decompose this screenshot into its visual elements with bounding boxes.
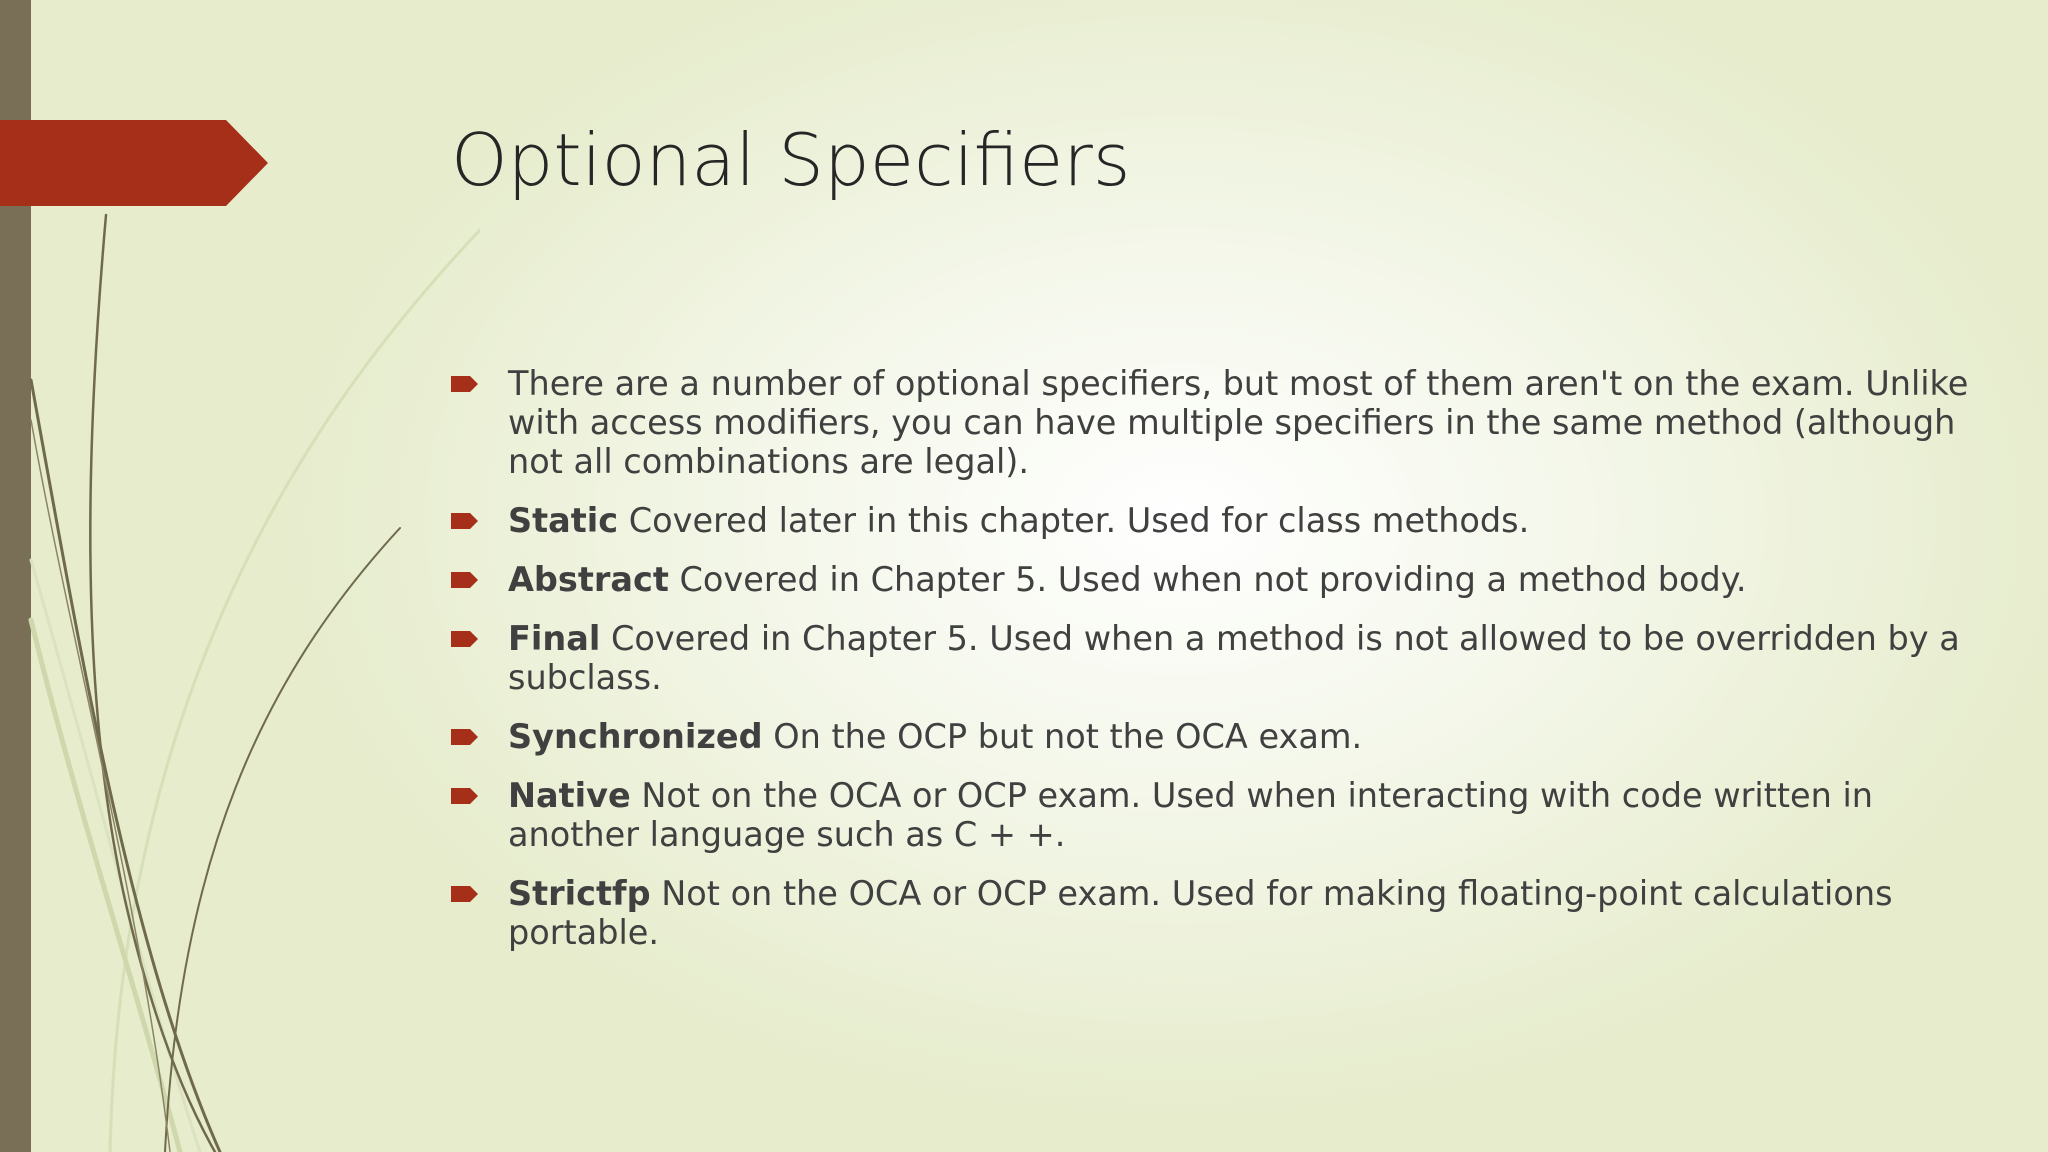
curve-light-1 — [110, 230, 480, 1152]
arrow-bullet-icon — [451, 572, 479, 588]
bullet-item — [451, 560, 2011, 599]
bullet-list — [451, 364, 2011, 972]
arrow-bullet-icon — [451, 729, 479, 745]
arrow-bullet-icon — [451, 886, 479, 902]
bullet-item — [451, 776, 2011, 854]
bullet-term: Synchronized — [508, 717, 763, 756]
curve-light-2 — [31, 620, 180, 1152]
arrow-bullet-icon — [451, 376, 479, 392]
bullet-text: On the OCP but not the OCA exam. — [762, 717, 1363, 756]
bullet-item — [451, 364, 2011, 481]
arrow-bullet-icon — [451, 788, 479, 804]
curve-dark-1 — [31, 380, 220, 1152]
bullet-text: Not on the OCA or OCP exam. Used when interacting with code written in another language such as C + +. — [508, 776, 1874, 854]
bullet-item — [451, 501, 2011, 540]
bullet-term: Strictfp — [508, 874, 651, 913]
bullet-text: Not on the OCA or OCP exam. Used for making floating-point calculations portable. — [508, 874, 1893, 952]
title-accent-tab — [0, 120, 270, 206]
bullet-text: There are a number of optional specifiers, but most of them aren't on the exam. Unlike with access modifiers, you can have multiple specifiers in the same method (although not all combinations are legal). — [508, 364, 1969, 481]
curve-dark-3 — [165, 528, 400, 1152]
bullet-item — [451, 619, 2011, 697]
slide-title: Optional Specifiers — [451, 118, 1131, 202]
arrow-bullet-icon — [451, 513, 479, 529]
bullet-term: Static — [508, 501, 619, 540]
bullet-term: Final — [508, 619, 601, 658]
bullet-item — [451, 717, 2011, 756]
curve-dark-2 — [90, 215, 215, 1152]
arrow-bullet-icon — [451, 631, 479, 647]
bullet-text: Covered in Chapter 5. Used when a method is not allowed to be overridden by a subclass. — [508, 619, 1960, 697]
bullet-text: Covered in Chapter 5. Used when not providing a method body. — [668, 560, 1747, 599]
bullet-item — [451, 874, 2011, 952]
bullet-term: Native — [508, 776, 631, 815]
bullet-term: Abstract — [508, 560, 669, 599]
bullet-text: Covered later in this chapter. Used for class methods. — [618, 501, 1530, 540]
